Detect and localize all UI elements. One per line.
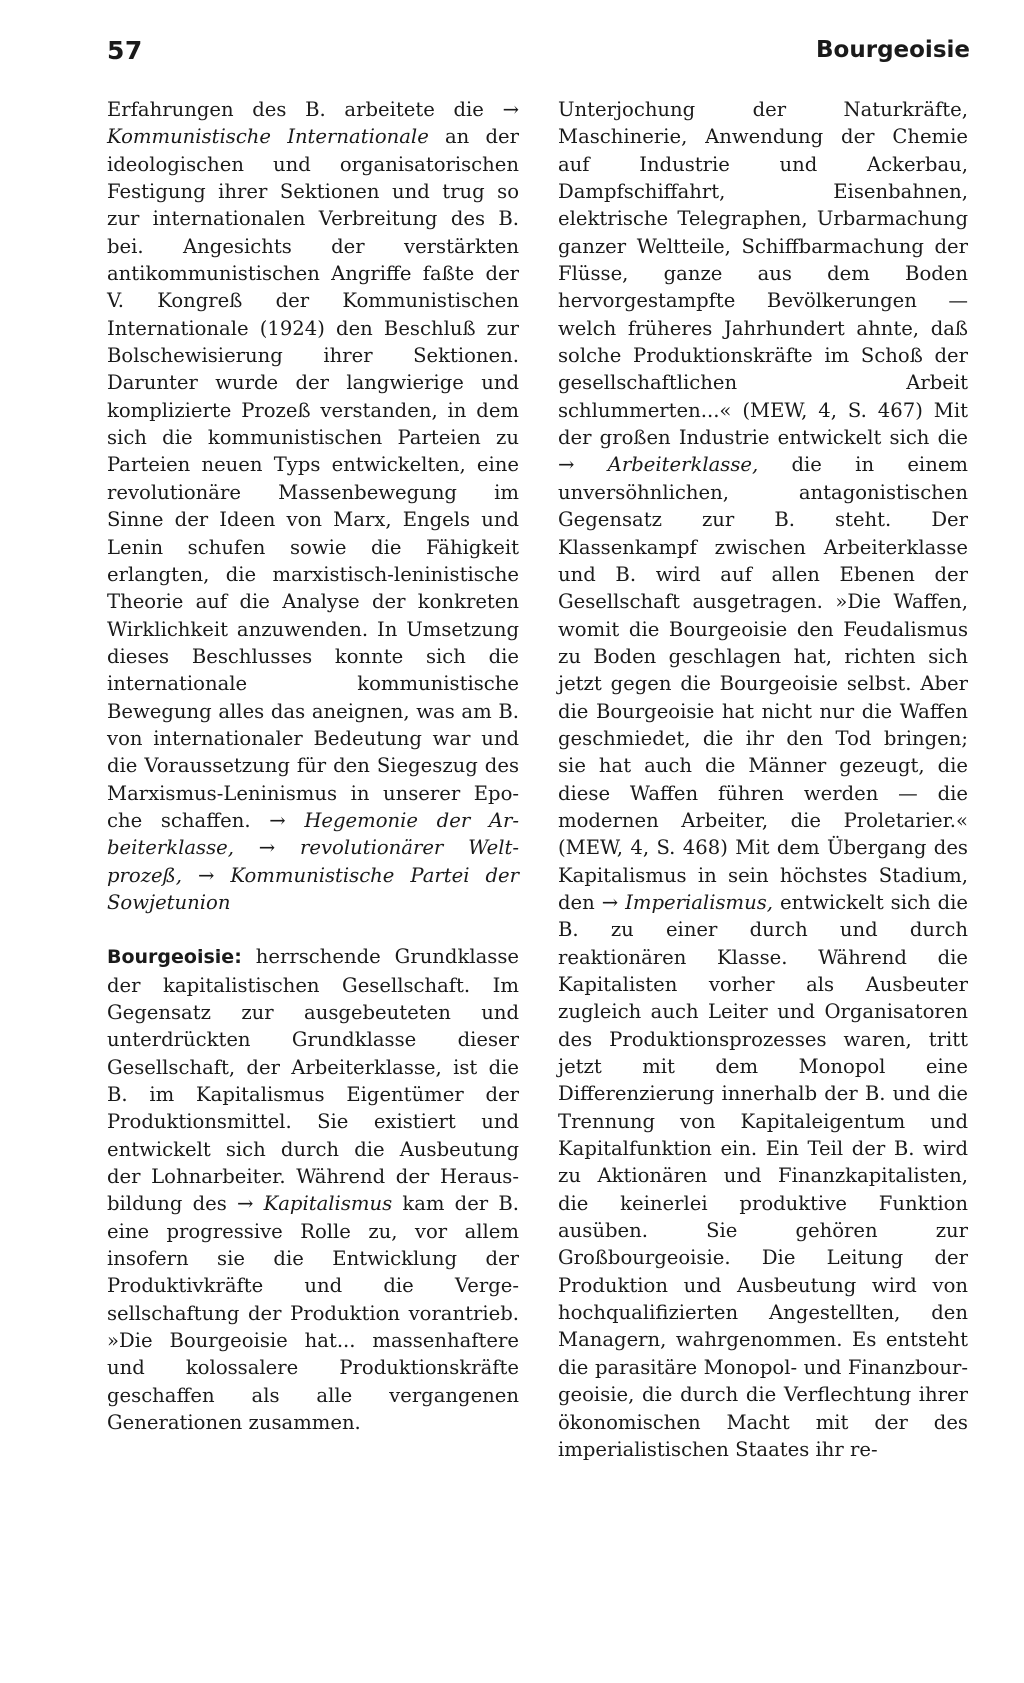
cross-reference-arrow-icon: → [236,1192,264,1216]
entry-continuation-paragraph [107,96,519,916]
cross-reference-arrow-icon: → [502,98,519,121]
body-text: kam der B. eine progressive Rolle zu, vor allem insofern sie die Entwicklung der Produktivkräfte und die Vergesellschaftung der Produktion vorantrieb. »Die Bourgeoisie hat... massenhaftere und kolossalere Produktionskräfte geschaffen als alle vergangenen Generationen zusammen. [107,1192,519,1435]
cross-reference: Arbeiterklasse, [607,453,759,477]
cross-reference: Kommunistische Internationale [107,125,429,149]
right-column [558,96,968,1463]
cross-reference: Hegemonie der Arbeiterklasse, [107,808,519,860]
body-text: Erfahrungen des B. arbeitete die [107,98,503,121]
body-text: herrschende Grundklasse der kapitalistischen Gesellschaft. Im Gegensatz zur ausgebeuteten und unterdrückten Grundklasse dieser Gesellschaft, der Arbeiterklasse, ist die B. im Kapitalismus Eigentümer der Produktionsmittel. Sie existiert und entwickelt sich durch die Ausbeutung der Lohnarbeiter. Während der Herausbildung des [107,945,519,1216]
running-head: Bourgeoisie [816,37,970,63]
entry-gap [107,916,519,943]
cross-reference: Imperialismus, [625,890,773,914]
cross-reference-arrow-icon: → [258,836,301,860]
entry-paragraph-bourgeoisie [107,943,519,1436]
cross-reference-arrow-icon: → [601,890,626,914]
cross-reference-arrow-icon: → [197,863,231,887]
cross-reference: revolutionärer Weltprozeß, [107,836,519,887]
separator [182,864,198,887]
cross-reference: Kapitalismus [263,1192,393,1216]
page-number: 57 [107,36,143,65]
body-text: entwickelt sich die B. zu einer durch und durch reaktionären Klasse. Während die Kapitalisten vorher als Ausbeuter zugleich auch Leiter und Organisatoren des Produktionsprozesses waren, tritt jetzt mit dem Monopol eine Differenzierung innerhalb der B. und die Trennung von Kapitaleigentum und Kapitalfunktion ein. Ein Teil der B. wird zu Aktionären und Finanzkapitalisten, die keinerlei produktive Funktion ausüben. Sie gehören zur Großbourgeoisie. Die Leitung der Produktion und Ausbeutung wird von hochqualifizierten Angestellten, den Managern, wahrgenommen. Es entsteht die parasitäre Monopol- und Finanzbourgeoisie, die durch die Verflechtung ihrer ökonomischen Macht mit der des imperialistischen Staates ihr re- [558,890,968,1461]
body-text: die in einem unversöhnlichen, antagonistischen Gegensatz zur B. steht. Der Klassenkampf zwischen Arbeiterklasse und B. wird auf allen Ebenen der Gesellschaft ausgetragen. »Die Waffen, womit die Bourgeoisie den Feudalismus zu Boden geschlagen hat, richten sich jetzt gegen die Bourgeoisie selbst. Aber die Bourgeoisie hat nicht nur die Waffen geschmiedet, die ihr den Tod bringen; sie hat auch die Männer gezeugt, die diese Waffen führen werden — die modernen Arbeiter, die Proletarier.« (MEW, 4, S. 468) Mit dem Übergang des Kapitalismus in sein höchstes Stadium, den [558,453,968,914]
cross-reference: Kommunistische Partei der Sowjetunion [107,863,519,914]
separator [234,836,259,859]
entry-continuation-paragraph [558,96,968,1463]
cross-reference-arrow-icon: → [269,808,305,832]
cross-reference-arrow-icon: → [558,453,608,477]
body-text: Unterjochung der Naturkräfte, Maschinerie, Anwendung der Chemie auf Industrie und Ackerbau, Dampfschiffahrt, Eisenbahnen, elektrische Telegraphen, Urbarmachung ganzer Weltteile, Schiffbarmachung der Flüsse, ganze aus dem Boden hervorgestampfte Bevölkerungen — welch früheres Jahrhundert ahnte, daß solche Produktionskräfte im Schoß der gesellschaftlichen Arbeit schlummerten...« (MEW, 4, S. 467) Mit der großen Industrie entwickelt sich die [558,98,968,450]
body-text: an der ideologischen und organisatorischen Festigung ihrer Sektionen und trug so zur internationalen Verbreitung des B. bei. Angesichts der verstärkten antikommunistischen Angriffe faßte der V. Kongreß der Kommunistischen Internationale (1924) den Beschluß zur Bolschewisierung ihrer Sektionen. Darunter wurde der langwierige und komplizierte Prozeß verstanden, in dem sich die kommunistischen Parteien zu Parteien neuen Typs entwickelten, eine revolutionäre Massenbewegung im Sinne der Ideen von Marx, Engels und Lenin schufen sowie die Fähigkeit erlangten, die marxistisch-leninistische Theorie auf die Analyse der konkreten Wirklichkeit anzuwenden. In Umsetzung dieses Beschlusses konnte sich die internationale kommunistische Bewegung alles das aneignen, was am B. von internationaler Bedeutung war und die Voraussetzung für den Siegeszug des Marxismus-Leninismus in unserer Epoche schaffen. [107,125,520,832]
entry-headword: Bourgeoisie: [107,946,242,969]
left-column [107,96,519,1437]
